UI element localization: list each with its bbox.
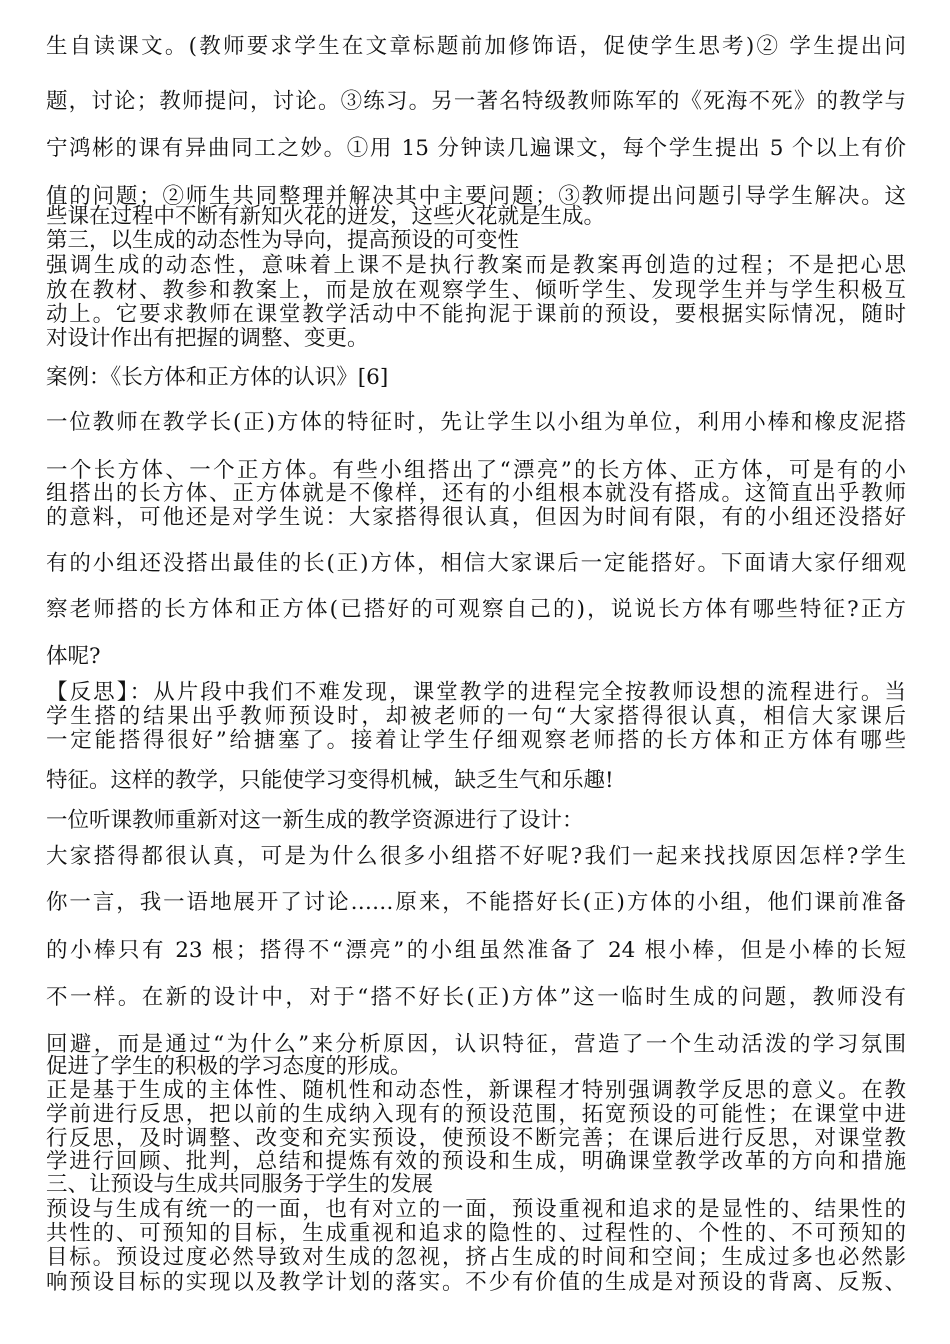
text-line: 目标。预设过度必然导致对生成的忽视，挤占生成的时间和空间；生成过多也必然影 (46, 1245, 906, 1270)
text-line: 促进了学生的积极的学习态度的形成。 (46, 1054, 412, 1079)
text-line: 响预设目标的实现以及教学计划的落实。不少有价值的生成是对预设的背离、反叛、 (46, 1270, 906, 1295)
text-line: 动上。它要求教师在课堂教学活动中不能拘泥于课前的预设，要根据实际情况，随时 (46, 302, 906, 327)
text-line: 察老师搭的长方体和正方体(已搭好的可观察自己的)，说说长方体有哪些特征?正方 (46, 597, 906, 622)
text-line: 学前进行反思，把以前的生成纳入现有的预设范围，拓宽预设的可能性；在课堂中进 (46, 1102, 906, 1127)
text-line: 一位听课教师重新对这一新生成的教学资源进行了设计： (46, 808, 584, 833)
text-line: 大家搭得都很认真，可是为什么很多小组搭不好呢?我们一起来找找原因怎样?学生 (46, 844, 906, 869)
text-line: 的意料，可他还是对学生说：大家搭得很认真，但因为时间有限，有的小组还没搭好 (46, 505, 906, 530)
text-line: 宁鸿彬的课有异曲同工之妙。①用 15 分钟读几遍课文，每个学生提出 5 个以上有价 (46, 136, 906, 161)
text-line: 行反思，及时调整、改变和充实预设，使预设不断完善；在课后进行反思，对课堂教 (46, 1126, 906, 1151)
text-line: 组搭出的长方体、正方体就是不像样，还有的小组根本就没有搭成。这简直出乎教师 (46, 481, 906, 506)
text-line: 三、让预设与生成共同服务于学生的发展 (46, 1172, 434, 1197)
text-line: 题，讨论；教师提问，讨论。③练习。另一著名特级教师陈军的《死海不死》的教学与 (46, 89, 906, 114)
text-line: 第三，以生成的动态性为导向，提高预设的可变性 (46, 228, 520, 253)
text-line: 共性的、可预知的目标，生成重视和追求的隐性的、过程性的、个性的、不可预知的 (46, 1221, 906, 1246)
text-line: 你一言，我一语地展开了讨论……原来，不能搭好长(正)方体的小组，他们课前准备 (46, 890, 906, 915)
text-line: 案例：《长方体和正方体的认识》[6] (46, 365, 389, 390)
text-line: 强调生成的动态性，意味着上课不是执行教案而是教案再创造的过程；不是把心思 (46, 253, 906, 278)
text-line: 一位教师在教学长(正)方体的特征时，先让学生以小组为单位，利用小棒和橡皮泥搭 (46, 410, 906, 435)
text-line: 有的小组还没搭出最佳的长(正)方体，相信大家课后一定能搭好。下面请大家仔细观 (46, 551, 906, 576)
text-line: 体呢? (46, 644, 101, 669)
text-line: 值的问题；②师生共同整理并解决其中主要问题；③教师提出问题引导学生解决。这 (46, 184, 906, 209)
text-line: 特征。这样的教学，只能使学习变得机械，缺乏生气和乐趣! (46, 768, 614, 793)
text-line: 学生搭的结果出乎教师预设时，却被老师的一句“大家搭得很认真，相信大家课后 (46, 704, 906, 729)
text-line: 预设与生成有统一的一面，也有对立的一面，预设重视和追求的是显性的、结果性的 (46, 1197, 906, 1222)
text-line: 回避，而是通过“为什么”来分析原因，认识特征，营造了一个生动活泼的学习氛围 (46, 1032, 906, 1057)
text-line: 生自读课文。(教师要求学生在文章标题前加修饰语，促使学生思考)② 学生提出问 (46, 34, 906, 59)
text-line: 些课在过程中不断有新知火花的迸发，这些火花就是生成。 (46, 204, 606, 229)
text-line: 学进行回顾、批判，总结和提炼有效的预设和生成，明确课堂教学改革的方向和措施 (46, 1149, 906, 1174)
text-line: 不一样。在新的设计中，对于“搭不好长(正)方体”这一临时生成的问题，教师没有 (46, 985, 906, 1010)
text-line: 的小棒只有 23 根；搭得不“漂亮”的小组虽然准备了 24 根小棒，但是小棒的长短 (46, 938, 906, 963)
text-line: 对设计作出有把握的调整、变更。 (46, 326, 369, 351)
text-line: 一定能搭得很好”给搪塞了。接着让学生仔细观察老师搭的长方体和正方体有哪些 (46, 728, 906, 753)
text-line: 正是基于生成的主体性、随机性和动态性，新课程才特别强调教学反思的意义。在教 (46, 1078, 906, 1103)
text-line: 一个长方体、一个正方体。有些小组搭出了“漂亮”的长方体、正方体，可是有的小 (46, 458, 906, 483)
text-line: 【反思】：从片段中我们不难发现，课堂教学的进程完全按教师设想的流程进行。当 (46, 680, 906, 705)
text-line: 放在教材、教参和教案上，而是放在观察学生、倾听学生、发现学生并与学生积极互 (46, 278, 906, 303)
